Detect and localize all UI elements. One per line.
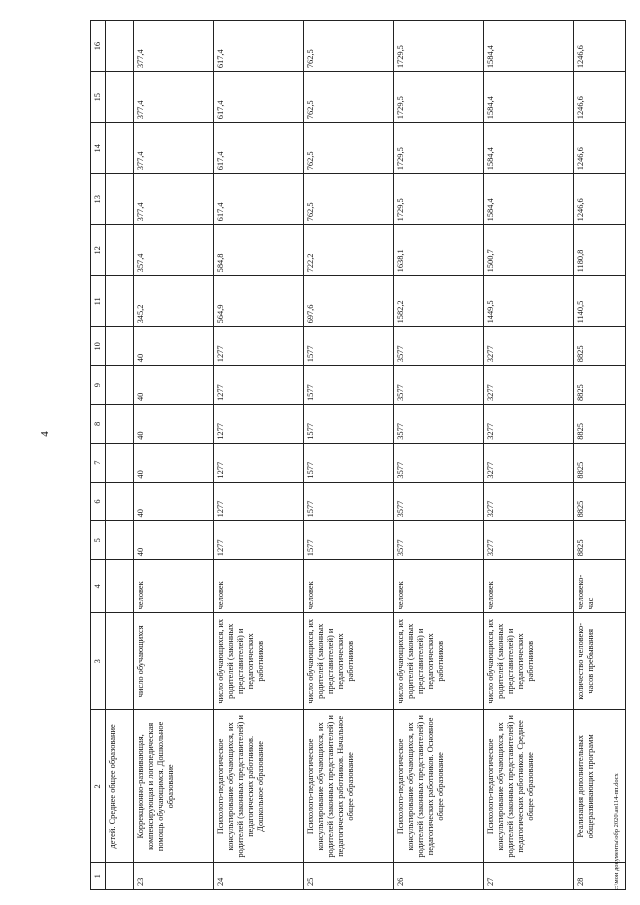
value-cell: 1577: [303, 482, 393, 521]
unit-cell: человек: [213, 560, 303, 613]
value-cell: 1449,5: [483, 276, 573, 327]
value-cell: [105, 405, 133, 444]
value-cell: [105, 225, 133, 276]
value-cell: 8825: [573, 443, 625, 482]
value-cell: [105, 174, 133, 225]
value-cell: 1584,4: [483, 72, 573, 123]
header-cell: 3: [91, 613, 106, 710]
value-cell: 377,4: [133, 72, 213, 123]
value-cell: 762,5: [303, 72, 393, 123]
table-row: [573, 21, 625, 890]
service-name-cell: Реализация дополнительных общеразвивающих программ: [573, 710, 625, 863]
value-cell: [105, 482, 133, 521]
header-row: [91, 21, 106, 890]
header-cell: 8: [91, 405, 106, 444]
table-row: [483, 21, 573, 890]
data-table: [90, 20, 626, 890]
unit-cell: человеко-час: [573, 560, 625, 613]
value-cell: 40: [133, 482, 213, 521]
indicator-cell: число обучающихся, их родителей (законных представителей) и педагогических работников: [303, 613, 393, 710]
value-cell: 617,4: [213, 21, 303, 72]
row-number-cell: 24: [213, 863, 303, 890]
value-cell: 3277: [483, 327, 573, 366]
footer-file-path: c:\мои документы\обр 2020\ан114-пп.docx: [613, 773, 620, 890]
value-cell: 617,4: [213, 123, 303, 174]
value-cell: 3577: [393, 443, 483, 482]
value-cell: 584,8: [213, 225, 303, 276]
row-number-cell: 27: [483, 863, 573, 890]
value-cell: 1246,6: [573, 174, 625, 225]
value-cell: 1277: [213, 327, 303, 366]
value-cell: 377,4: [133, 123, 213, 174]
row-number-cell: 25: [303, 863, 393, 890]
value-cell: 617,4: [213, 72, 303, 123]
indicator-cell: число обучающихся, их родителей (законных представителей) и педагогических работников: [393, 613, 483, 710]
header-cell: 10: [91, 327, 106, 366]
value-cell: 1577: [303, 327, 393, 366]
header-cell: 4: [91, 560, 106, 613]
value-cell: 762,5: [303, 21, 393, 72]
value-cell: 1729,5: [393, 123, 483, 174]
table-row: [105, 21, 133, 890]
value-cell: 40: [133, 327, 213, 366]
value-cell: 3277: [483, 366, 573, 405]
value-cell: 3277: [483, 405, 573, 444]
value-cell: 3277: [483, 443, 573, 482]
value-cell: 3577: [393, 366, 483, 405]
header-cell: 2: [91, 710, 106, 863]
value-cell: 8825: [573, 405, 625, 444]
value-cell: 40: [133, 366, 213, 405]
unit-cell: [105, 560, 133, 613]
value-cell: 3577: [393, 405, 483, 444]
indicator-cell: число обучающихся, их родителей (законных представителей) и педагогических работников: [483, 613, 573, 710]
value-cell: 1729,5: [393, 72, 483, 123]
value-cell: 8825: [573, 482, 625, 521]
rotated-page-area: [90, 20, 620, 890]
value-cell: 3277: [483, 482, 573, 521]
value-cell: 3577: [393, 327, 483, 366]
unit-cell: человек: [483, 560, 573, 613]
value-cell: 1584,4: [483, 123, 573, 174]
header-cell: 11: [91, 276, 106, 327]
value-cell: 1277: [213, 443, 303, 482]
header-cell: 15: [91, 72, 106, 123]
unit-cell: человек: [393, 560, 483, 613]
value-cell: 1140,5: [573, 276, 625, 327]
service-name-cell: Коррекционно-развивающая, компенсирующая и логопедическая помощь обучающимся. Дошкольное образование: [133, 710, 213, 863]
value-cell: 762,5: [303, 174, 393, 225]
value-cell: 1577: [303, 521, 393, 560]
value-cell: 1500,7: [483, 225, 573, 276]
unit-cell: человек: [303, 560, 393, 613]
row-number-cell: 26: [393, 863, 483, 890]
value-cell: 1246,6: [573, 72, 625, 123]
value-cell: [105, 327, 133, 366]
service-name-cell: детей. Среднее общее образование: [105, 710, 133, 863]
value-cell: 1729,5: [393, 174, 483, 225]
header-cell: 9: [91, 366, 106, 405]
value-cell: 1180,8: [573, 225, 625, 276]
value-cell: [105, 72, 133, 123]
indicator-cell: количество человеко-часов пребывания: [573, 613, 625, 710]
value-cell: 40: [133, 405, 213, 444]
header-cell: 6: [91, 482, 106, 521]
header-cell: 14: [91, 123, 106, 174]
table-row: [133, 21, 213, 890]
row-number-cell: [105, 863, 133, 890]
value-cell: 1582,2: [393, 276, 483, 327]
header-cell: 1: [91, 863, 106, 890]
value-cell: 1277: [213, 366, 303, 405]
table-row: [303, 21, 393, 890]
value-cell: 377,4: [133, 21, 213, 72]
header-cell: 16: [91, 21, 106, 72]
value-cell: 1584,4: [483, 174, 573, 225]
value-cell: 3577: [393, 482, 483, 521]
value-cell: 617,4: [213, 174, 303, 225]
value-cell: [105, 521, 133, 560]
service-name-cell: Психолого-педагогическое консультирование обучающихся, их родителей (законных представителей) и педагогических работников. Дошкольное образование: [213, 710, 303, 863]
page-number: 4: [38, 431, 51, 437]
value-cell: 1246,6: [573, 21, 625, 72]
value-cell: [105, 443, 133, 482]
value-cell: [105, 21, 133, 72]
value-cell: 1638,1: [393, 225, 483, 276]
indicator-cell: [105, 613, 133, 710]
value-cell: 345,2: [133, 276, 213, 327]
value-cell: 722,2: [303, 225, 393, 276]
value-cell: 8825: [573, 327, 625, 366]
service-name-cell: Психолого-педагогическое консультирование обучающихся, их родителей (законных представителей) и педагогических работников. Основное общее образование: [393, 710, 483, 863]
value-cell: 357,4: [133, 225, 213, 276]
value-cell: 3577: [393, 521, 483, 560]
rotated-table-container: [90, 20, 620, 890]
indicator-cell: число обучающихся: [133, 613, 213, 710]
value-cell: [105, 123, 133, 174]
value-cell: 1577: [303, 443, 393, 482]
value-cell: 40: [133, 521, 213, 560]
table-row: [393, 21, 483, 890]
value-cell: 762,5: [303, 123, 393, 174]
value-cell: 40: [133, 443, 213, 482]
header-cell: 7: [91, 443, 106, 482]
value-cell: 1277: [213, 482, 303, 521]
row-number-cell: 23: [133, 863, 213, 890]
unit-cell: человек: [133, 560, 213, 613]
header-cell: 12: [91, 225, 106, 276]
service-name-cell: Психолого-педагогическое консультирование обучающихся, их родителей (законных представителей) и педагогических работников. Начальное общее образование: [303, 710, 393, 863]
value-cell: [105, 366, 133, 405]
header-cell: 13: [91, 174, 106, 225]
value-cell: 8825: [573, 521, 625, 560]
value-cell: 1577: [303, 366, 393, 405]
value-cell: 1729,5: [393, 21, 483, 72]
service-name-cell: Психолого-педагогическое консультирование обучающихся, их родителей (законных представителей) и педагогических работников. Среднее общее образование: [483, 710, 573, 863]
value-cell: 377,4: [133, 174, 213, 225]
value-cell: 564,9: [213, 276, 303, 327]
value-cell: 1277: [213, 405, 303, 444]
value-cell: [105, 276, 133, 327]
row-number-cell: 28: [573, 863, 625, 890]
value-cell: 1277: [213, 521, 303, 560]
value-cell: 1584,4: [483, 21, 573, 72]
header-cell: 5: [91, 521, 106, 560]
value-cell: 8825: [573, 366, 625, 405]
table-body: [105, 21, 625, 890]
value-cell: 697,6: [303, 276, 393, 327]
value-cell: 1577: [303, 405, 393, 444]
value-cell: 3277: [483, 521, 573, 560]
value-cell: 1246,6: [573, 123, 625, 174]
indicator-cell: число обучающихся, их родителей (законных представителей) и педагогических работников: [213, 613, 303, 710]
table-row: [213, 21, 303, 890]
